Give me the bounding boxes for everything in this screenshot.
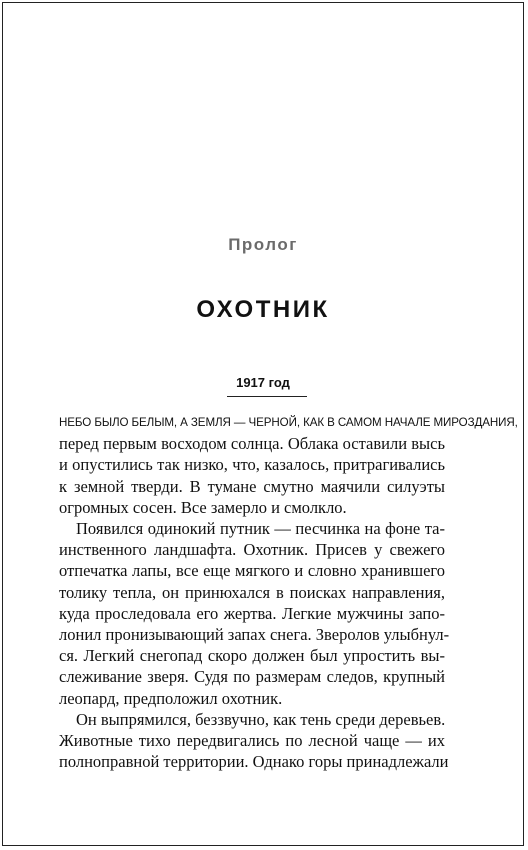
text-line: перед первым восходом солнца. Облака оставили высь <box>59 434 445 454</box>
text-line: Животные тихо передвигались по лесной чаще — их <box>59 731 445 751</box>
text-line: огромных сосен. Все замерло и смолкло. <box>59 497 347 517</box>
text-line: лонил пронизывающий запах снега. Зверолов улыбнул- <box>59 625 450 645</box>
chapter-label: Пролог <box>228 235 298 254</box>
text-line: инственного ландшафта. Охотник. Присев у свежего <box>59 540 445 560</box>
book-page <box>2 2 524 846</box>
text-line: Появился одинокий путник — песчинка на фоне та- <box>76 519 445 539</box>
text-line: к земной тверди. В тумане смутно маячили силуэты <box>59 476 445 496</box>
text-line: леопард, предположил охотник. <box>59 688 283 708</box>
text-line: и опустились так низко, что, казалось, притрагивались <box>59 455 445 475</box>
text-line: отпечатка лапы, все еще мягкого и словно хранившего <box>59 561 445 581</box>
text-line: слеживание зверя. Судя по размерам следов, крупный <box>59 667 445 687</box>
text-line-opening: НЕБО БЫЛО БЕЛЫМ, А ЗЕМЛЯ — ЧЕРНОЙ, КАК В САМОМ НАЧАЛЕ МИРОЗДАНИЯ, <box>59 416 518 429</box>
chapter-year: 1917 год <box>236 375 290 390</box>
text-line: ся. Легкий снегопад скоро должен был упростить вы- <box>59 646 445 666</box>
text-line: Он выпрямился, беззвучно, как тень среди деревьев. <box>76 709 446 729</box>
chapter-title: ОХОТНИК <box>196 296 330 323</box>
text-line: куда проследовала его жертва. Легкие мужчины запо- <box>59 603 445 623</box>
body-text <box>59 412 518 772</box>
year-underline <box>227 396 307 397</box>
text-line: полноправной территории. Однако горы принадлежали <box>59 752 449 772</box>
text-line: толику тепла, он принюхался в поисках направления, <box>59 582 445 602</box>
